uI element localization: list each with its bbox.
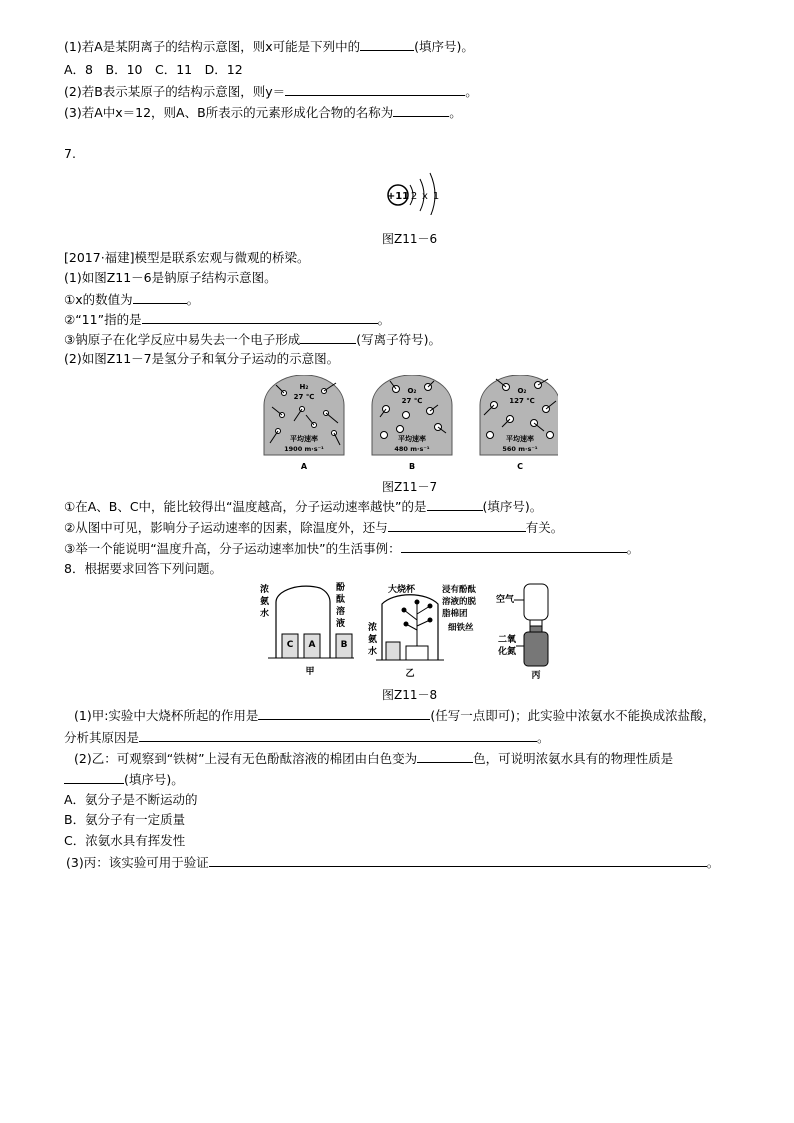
answer-blank[interactable]: [388, 519, 526, 532]
q8-option-c: C．浓氨水具有挥发性: [64, 833, 186, 848]
panel-a: [264, 375, 344, 471]
q6-part1: [64, 38, 474, 55]
cotton-ball: [415, 600, 420, 605]
q8-title: 8．根据要求回答下列问题。: [64, 561, 222, 576]
rate-value: 1900 m·s⁻¹: [284, 445, 324, 453]
beaker-c-label: C: [286, 640, 294, 650]
cotton-ball: [428, 604, 433, 609]
q7-sub2b: [64, 519, 563, 536]
temperature-label: 27 ℃: [401, 397, 423, 405]
air-bottle: [524, 584, 548, 620]
q8-part3: [66, 854, 719, 871]
q7-source: [2017·福建]模型是联系宏观与微观的桥梁。: [64, 250, 310, 265]
ammonia-label: 浓氨水: [260, 585, 270, 619]
q6-part3: [64, 104, 462, 121]
cotton-ball: [428, 618, 433, 623]
q6-part1-tail: (填序号)。: [414, 39, 474, 54]
figure-caption: 图Z11－6: [382, 232, 438, 246]
molecule-label: O₂: [517, 387, 527, 395]
q8-part1-line2-text: 分析其原因是: [64, 730, 140, 745]
ammonia-experiment-figure: [258, 580, 558, 682]
q7-sub2c: [64, 540, 639, 557]
molecule-motion-figure: [258, 375, 558, 475]
q8-part3-tail: 。: [706, 855, 720, 870]
bottle-neck: [530, 626, 542, 632]
panel-label: B: [408, 462, 416, 471]
cotton-label-3: 脂棉团: [442, 609, 468, 619]
q8-part1-line2-tail: 。: [537, 730, 550, 745]
answer-blank[interactable]: [393, 104, 449, 117]
molecule-dot: [397, 426, 404, 433]
answer-blank[interactable]: [139, 729, 537, 742]
air-label: 空气: [496, 595, 515, 605]
figure-caption: 图Z11－7: [382, 480, 438, 494]
q7-sub1c-tail: (写离子符号)。: [356, 332, 441, 347]
apparatus-yi: [368, 583, 477, 679]
shell-3-count: 1: [432, 191, 440, 202]
q7-sub1a: [64, 291, 199, 308]
molecule-dot: [547, 432, 554, 439]
molecule-dot: [381, 432, 388, 439]
answer-blank[interactable]: [64, 771, 124, 784]
q8-option-a: A．氨分子是不断运动的: [64, 792, 198, 807]
q8-part1: [66, 707, 715, 724]
q8-part2-text: (2)乙：可观察到“铁树”上浸有无色酚酞溶液的棉团由白色变为: [74, 751, 418, 766]
q8-part3-text: (3)丙：该实验可用于验证: [66, 855, 209, 870]
beaker-b-label: B: [340, 640, 348, 650]
q7-sub1a-text: ①x的数值为: [64, 292, 133, 307]
q6-part2-text: (2)若B表示某原子的结构示意图，则y＝: [64, 84, 286, 99]
q7-sub2a: [64, 498, 542, 515]
figure-caption: 图Z11－8: [382, 688, 438, 702]
q7-number: 7.: [64, 146, 76, 161]
rate-value: 480 m·s⁻¹: [394, 445, 430, 453]
temperature-label: 127 ℃: [509, 397, 535, 405]
answer-blank[interactable]: [300, 331, 356, 344]
cotton-ball: [402, 608, 407, 613]
panel-label: C: [517, 462, 523, 471]
apparatus-name: 乙: [405, 669, 415, 679]
tree-stand: [406, 646, 428, 660]
answer-blank[interactable]: [360, 38, 414, 51]
q7-sub1b: [64, 311, 390, 328]
answer-blank[interactable]: [133, 291, 187, 304]
q8-part2-line2-tail: (填序号)。: [124, 772, 184, 787]
q6-part3-tail: 。: [449, 105, 462, 120]
q8-part1-line2: [64, 729, 550, 746]
rate-title: 平均速率: [506, 435, 534, 443]
q7-sub1b-text: ②“11”指的是: [64, 312, 142, 327]
q8-part2-line2: [64, 771, 184, 788]
small-beaker: [386, 642, 400, 660]
q7-sub2a-tail: (填序号)。: [482, 499, 543, 514]
rate-title: 平均速率: [290, 435, 318, 443]
rate-value: 560 m·s⁻¹: [502, 445, 538, 453]
wire-label: 细铁丝: [448, 623, 474, 633]
beaker-a-label: A: [308, 640, 316, 650]
molecule-label: H₂: [299, 383, 309, 391]
q6-options: A．8 B．10 C．11 D．12: [64, 62, 243, 77]
q7-sub1: (1)如图Z11－6是钠原子结构示意图。: [64, 270, 277, 285]
answer-blank[interactable]: [427, 498, 483, 511]
apparatus-name: 甲: [305, 667, 315, 677]
q7-sub2b-tail: 有关。: [525, 520, 564, 535]
answer-blank[interactable]: [142, 311, 378, 324]
q6-part2: [64, 83, 478, 100]
q7-sub2c-text: ③举一个能说明“温度升高，分子运动速率加快”的生活事例：: [64, 541, 401, 556]
q8-option-b: B．氨分子有一定质量: [64, 812, 186, 827]
panel-b: [372, 375, 452, 471]
shell-2-count: x: [422, 191, 428, 202]
apparatus-bing: [496, 584, 548, 681]
ammonia-label: 浓氨水: [368, 623, 378, 657]
cotton-ball: [404, 622, 409, 627]
answer-blank[interactable]: [209, 854, 707, 867]
answer-blank[interactable]: [258, 707, 430, 720]
large-beaker-label: 大烧杯: [388, 585, 416, 595]
q7-sub2a-text: ①在A、B、C中，能比较得出“温度越高，分子运动速率越快”的是: [64, 499, 427, 514]
molecule-label: O₂: [407, 387, 417, 395]
no2-bottle: [524, 632, 548, 666]
phenolphthalein-label: 酚酞溶液: [336, 583, 346, 629]
sodium-atom-diagram: [380, 165, 450, 215]
nucleus-charge: +11: [386, 191, 410, 202]
cotton-label-2: 溶液的脱: [442, 597, 477, 607]
q8-part1-mid: (任写一点即可)；此实验中浓氨水不能换成浓盐酸，: [430, 708, 716, 723]
q7-sub1b-tail: 。: [377, 312, 391, 327]
bottle-neck: [530, 620, 542, 626]
cotton-label-1: 浸有酚酞: [442, 585, 477, 595]
answer-blank[interactable]: [401, 540, 627, 553]
q8-part2-mid: 色，可说明浓氨水具有的物理性质是: [473, 751, 674, 766]
q7-sub2c-tail: 。: [626, 541, 640, 556]
apparatus-jia: [260, 581, 354, 677]
q7-sub1c-text: ③钠原子在化学反应中易失去一个电子形成: [64, 332, 301, 347]
rate-title: 平均速率: [398, 435, 426, 443]
apparatus-name: 丙: [531, 671, 541, 681]
no2-label: 二氧化氮: [498, 635, 517, 657]
q7-sub2b-text: ②从图中可见，影响分子运动速率的因素，除温度外，还与: [64, 520, 388, 535]
q7-sub2: (2)如图Z11－7是氢分子和氧分子运动的示意图。: [64, 351, 340, 366]
q6-part2-tail: 。: [465, 84, 478, 99]
q6-part3-text: (3)若A中x＝12，则A、B所表示的元素形成化合物的名称为: [64, 105, 394, 120]
q7-sub1c: [64, 331, 441, 348]
temperature-label: 27 ℃: [293, 393, 315, 401]
panel-label: A: [300, 462, 308, 471]
q8-part1-text: (1)甲:实验中大烧杯所起的作用是: [74, 708, 259, 723]
answer-blank[interactable]: [285, 83, 465, 96]
q6-part1-text: (1)若A是某阴离子的结构示意图，则x可能是下列中的: [64, 39, 361, 54]
molecule-dot: [403, 412, 410, 419]
panel-c: [480, 375, 558, 471]
q7-sub1a-tail: 。: [186, 292, 200, 307]
q8-part2: [66, 750, 673, 767]
answer-blank[interactable]: [417, 750, 473, 763]
shell-1-count: 2: [410, 191, 418, 202]
molecule-dot: [487, 432, 494, 439]
